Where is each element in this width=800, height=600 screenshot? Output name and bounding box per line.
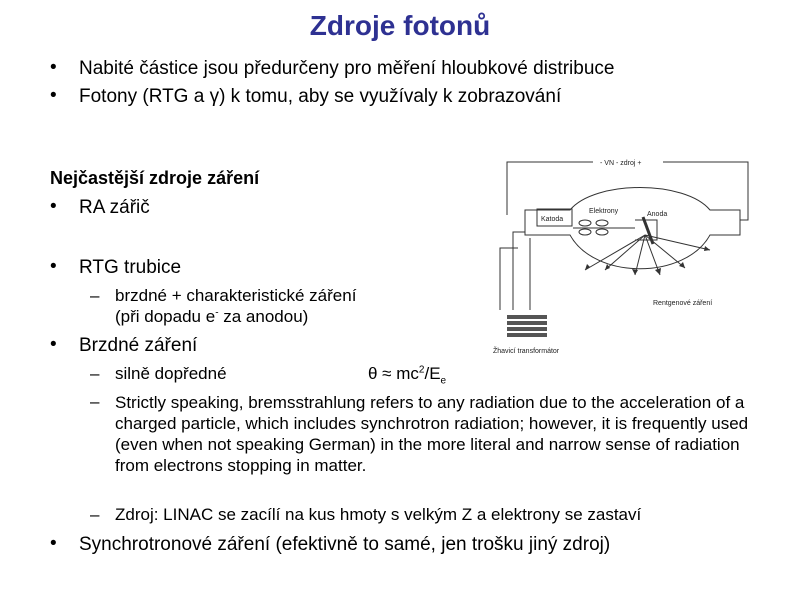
transformer-label: Žhavicí transformátor [493,348,560,355]
intro-line-2: Fotony (RTG a γ) k tomu, aby se využívaly k zobrazování [79,86,562,107]
anode-label: Anoda [647,211,668,218]
formula-exponent: 2 [418,364,425,376]
forward-label: silně dopředné [115,364,227,383]
formula-text: θ ≈ mc [368,364,419,383]
rtg-sub-line1: brzdné + charakteristické záření [115,286,357,305]
bullet-dot: • [50,196,57,217]
electrons-label: Elektrony [589,208,619,215]
bullet-dot: • [50,85,57,106]
bullet-dot: • [50,334,57,355]
bullet-dot: • [50,533,57,554]
dash-mark: – [90,286,100,305]
bullet-dot: • [50,256,57,277]
formula-text-mid: /E [424,364,441,383]
rtg-sub-line2 [115,307,308,327]
item-synchro: Synchrotronové záření (efektivně to samé, jen trošku jiný zdroj) [79,534,611,555]
cathode-label: Katoda [541,216,564,223]
dash-mark: – [90,505,100,524]
hv-wire-left [507,162,593,215]
hv-wire-right [663,162,748,220]
rtg-sub-text: (při dopadu e [115,307,216,326]
section-heading: Nejčastější zdroje záření [50,168,260,188]
electron-charge: - [215,307,219,319]
angle-formula [368,364,447,387]
hv-source-label: - VN - zdroj + [600,160,642,167]
intro-line-1: Nabité částice jsou předurčeny pro měření hloubkové distribuce [79,58,615,79]
item-rtg: RTG trubice [79,257,182,278]
item-brzdne: Brzdné záření [79,335,198,356]
strictly-paragraph: Strictly speaking, bremsstrahlung refers to any radiation due to the acceleration of a charged particle, which includes synchrotron radiation; however, it is frequently used (even when not speaking German) in the more literal and narrow sense of radiation from electrons stopping in matter. [115,393,749,475]
slide-title: Zdroje fotonů [309,10,491,41]
rtg-sub-text-end: za anodou) [218,307,309,326]
dash-mark: – [90,392,100,411]
linac-line: Zdroj: LINAC se zacílí na kus hmoty s velkým Z a elektrony se zastaví [115,505,642,524]
xray-tube-diagram [485,140,790,365]
dash-mark: – [90,364,100,383]
bullet-dot: • [50,57,57,78]
formula-subscript: e [440,375,447,387]
xray-label: Rentgenové záření [653,300,713,307]
item-ra: RA zářič [79,197,150,218]
